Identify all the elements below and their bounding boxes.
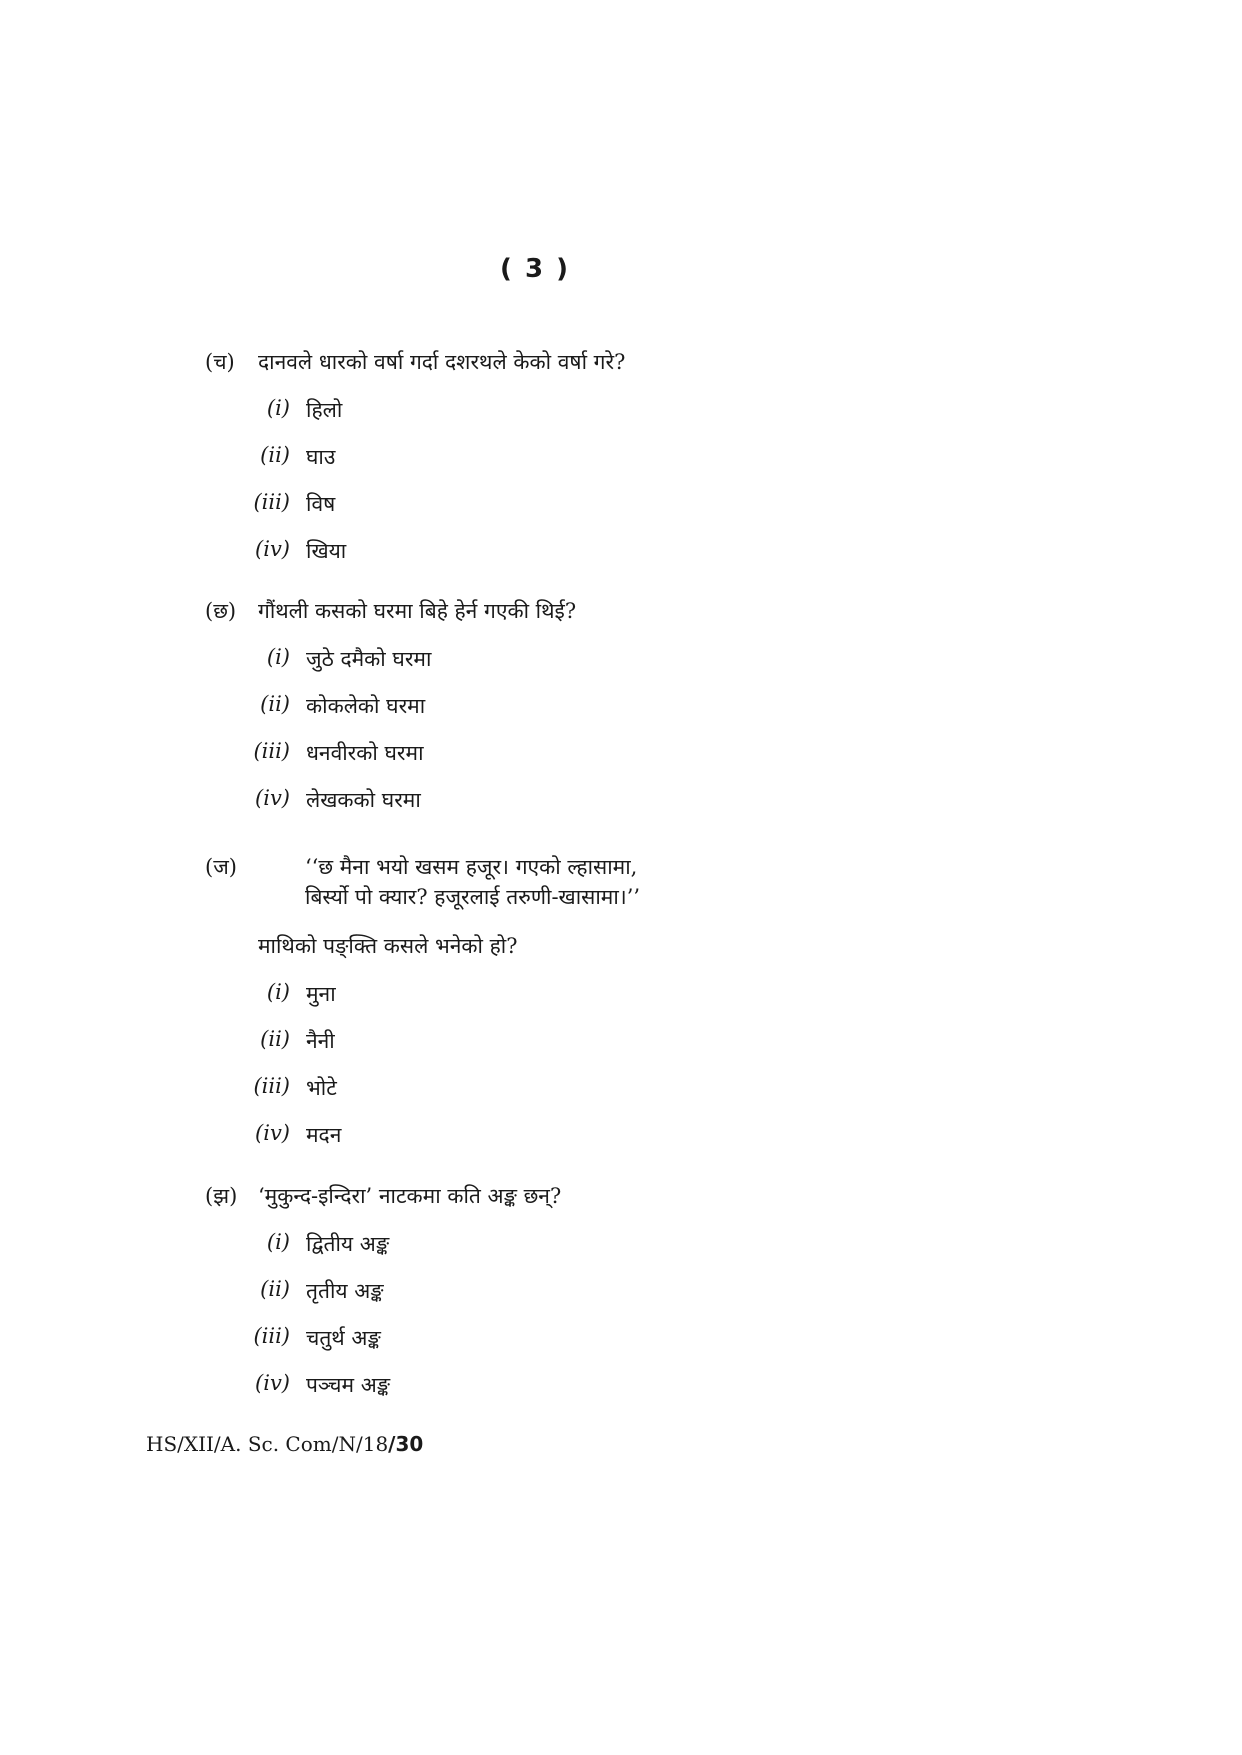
option-number: (iv) (255, 1371, 290, 1395)
option-text: लेखकको घरमा (306, 788, 421, 812)
option-text: तृतीय अङ्क (306, 1279, 384, 1303)
option-number: (i) (266, 1230, 290, 1254)
question-text: ‘मुकुन्द-इन्दिरा’ नाटकमा कति अङ्क छन्? (258, 1184, 562, 1208)
option-number: (iii) (253, 739, 290, 763)
paper-code-suffix: /30 (388, 1432, 424, 1456)
option-text: हिलो (306, 398, 343, 422)
option-text: जुठे दमैको घरमा (306, 647, 432, 671)
option-text: घाउ (306, 445, 336, 469)
option-number: (iii) (253, 1074, 290, 1098)
question-label: (च) (205, 350, 235, 374)
question-text: गौंथली कसको घरमा बिहे हेर्न गएकी थिई? (258, 599, 577, 623)
question-label: (ज) (205, 855, 237, 879)
option-number: (iv) (255, 537, 290, 561)
option-text: भोटे (306, 1076, 337, 1100)
question-label: (झ) (205, 1184, 238, 1208)
option-number: (i) (266, 396, 290, 420)
option-number: (iv) (255, 1121, 290, 1145)
option-text: चतुर्थ अङ्क (306, 1326, 381, 1350)
option-text: धनवीरको घरमा (306, 741, 424, 765)
option-text: पञ्चम अङ्क (306, 1373, 391, 1397)
question-text: दानवले धारको वर्षा गर्दा दशरथले केको वर्षा गरे? (258, 350, 626, 374)
option-number: (i) (266, 980, 290, 1004)
option-text: मुना (306, 982, 336, 1006)
option-number: (iii) (253, 490, 290, 514)
quote-line: ‘‘छ मैना भयो खसम हजूर। गएको ल्हासामा, (305, 855, 638, 879)
option-number: (i) (266, 645, 290, 669)
option-number: (ii) (260, 1027, 290, 1051)
quote-line: बिर्स्यो पो क्यार? हजूरलाई तरुणी-खासामा।’’ (305, 885, 641, 909)
option-text: विष (306, 492, 336, 516)
option-text: नैनी (306, 1029, 335, 1053)
option-text: खिया (306, 539, 347, 563)
option-text: मदन (306, 1123, 342, 1147)
paper-code: HS/XII/A. Sc. Com/N/18 (146, 1432, 389, 1456)
option-number: (ii) (260, 443, 290, 467)
option-number: (iii) (253, 1324, 290, 1348)
question-label: (छ) (205, 599, 237, 623)
option-number: (ii) (260, 692, 290, 716)
question-text: माथिको पङ्क्ति कसले भनेको हो? (258, 934, 518, 958)
option-number: (ii) (260, 1277, 290, 1301)
option-text: कोकलेको घरमा (306, 694, 426, 718)
option-text: द्वितीय अङ्क (306, 1232, 390, 1256)
page-number: ( 3 ) (500, 254, 570, 284)
paper-code-footer (146, 1432, 423, 1456)
option-number: (iv) (255, 786, 290, 810)
